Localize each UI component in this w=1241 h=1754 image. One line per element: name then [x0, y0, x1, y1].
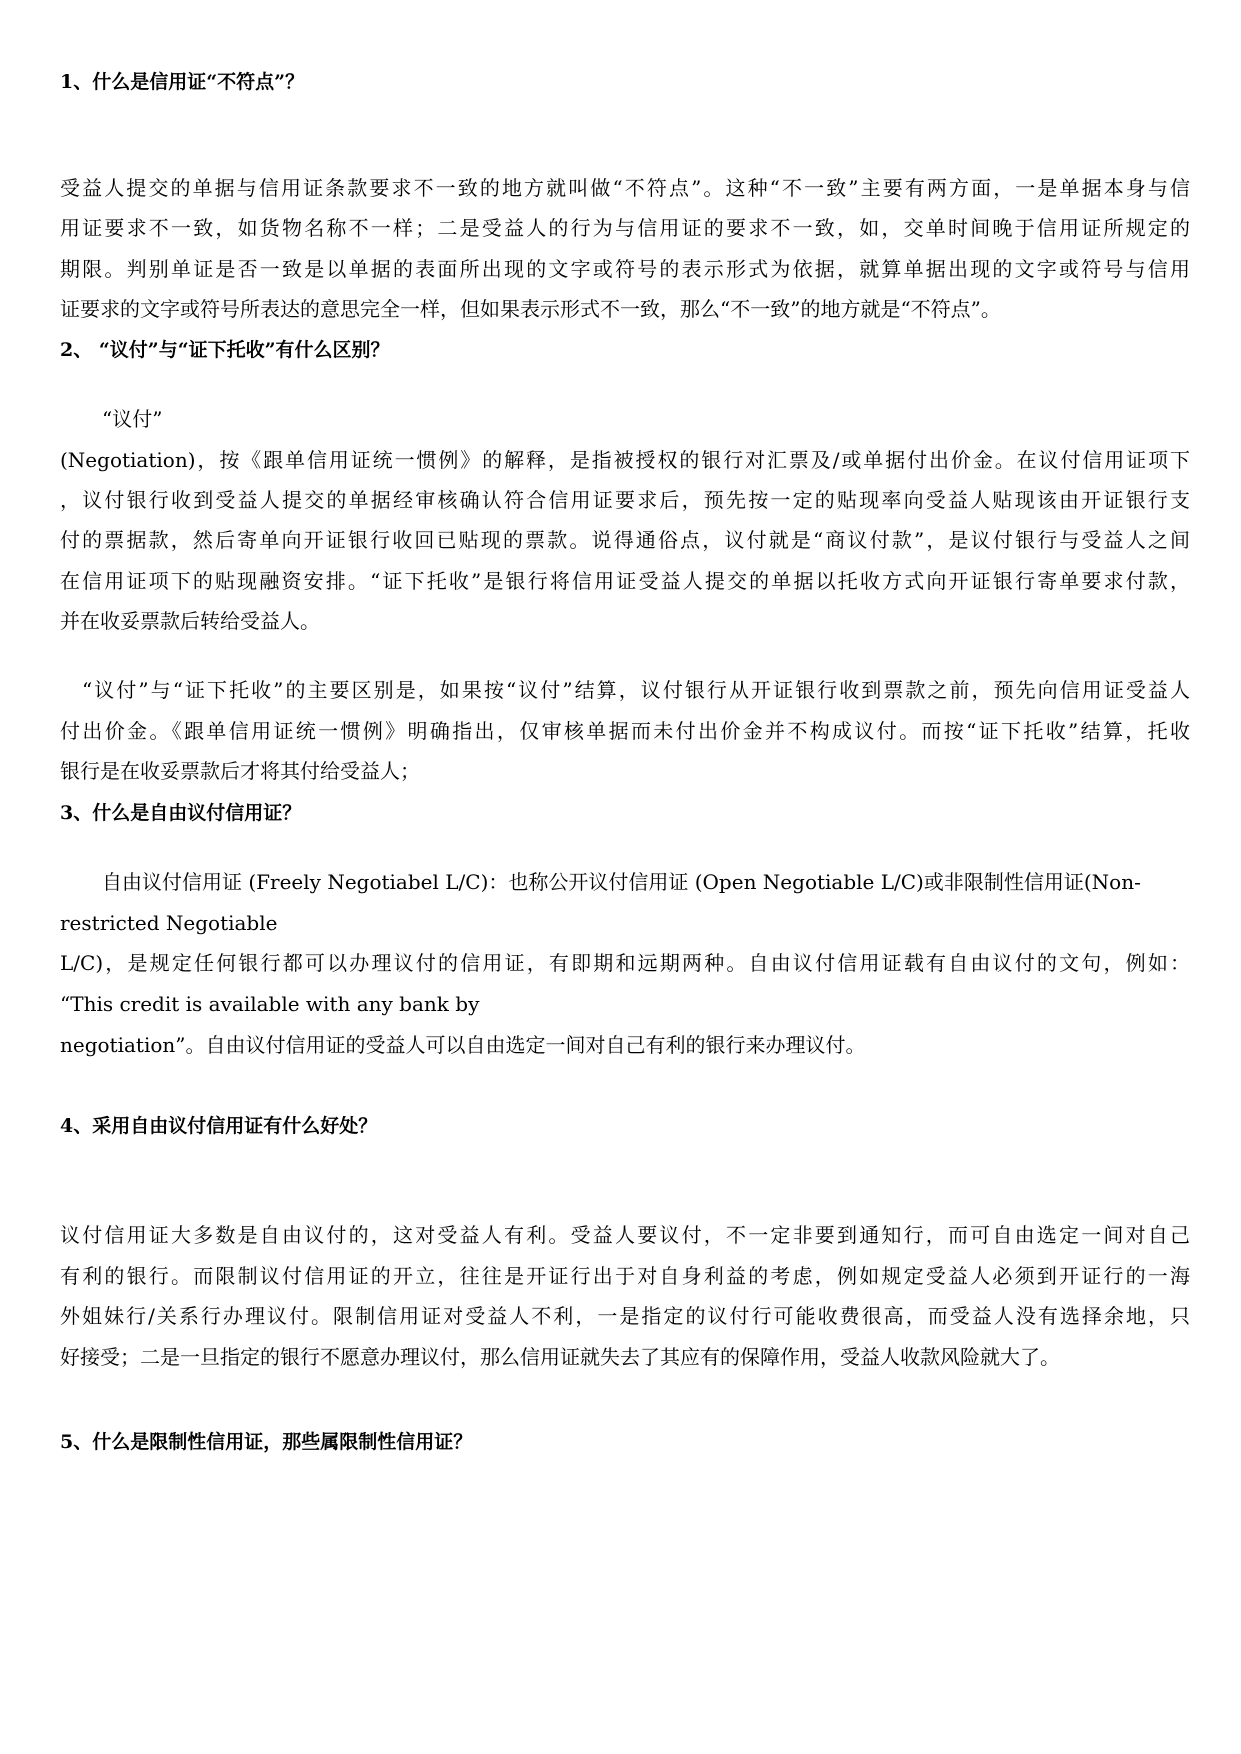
section-2-line-4: 付的票据款，然后寄单向开证银行收回已贴现的票款。说得通俗点，议付就是“商议付款”，是议付银行与受益人之间	[60, 528, 1190, 552]
section-3-line-5: negotiation”。自由议付信用证的受益人可以自由选定一间对自己有利的银行来办理议付。	[60, 1033, 866, 1057]
section-1-line-2: 用证要求不一致，如货物名称不一样；二是受益人的行为与信用证的要求不一致，如，交单时间晚于信用证所规定的	[60, 216, 1190, 240]
section-3-line-1: 自由议付信用证 (Freely Negotiabel L/C)：也称公开议付信用证 (Open Negotiable L/C)或非限制性信用证(Non-	[102, 870, 1141, 894]
section-2-line-9: 银行是在收妥票款后才将其付给受益人；	[60, 759, 420, 783]
section-2-line-6: 并在收妥票款后转给受益人。	[60, 609, 320, 633]
section-2-line-7: “议付”与“证下托收”的主要区别是，如果按“议付”结算，议付银行从开证银行收到票款之前，预先向信用证受益人	[82, 678, 1190, 702]
section-2-line-8: 付出价金。《跟单信用证统一惯例》明确指出，仅审核单据而未付出价金并不构成议付。而按“证下托收”结算，托收	[60, 719, 1190, 743]
section-2-line-1: “议付”	[102, 407, 163, 431]
section-2-line-5: 在信用证项下的贴现融资安排。“证下托收”是银行将信用证受益人提交的单据以托收方式向开证银行寄单要求付款，	[60, 569, 1190, 593]
section-3-line-3: L/C)，是规定任何银行都可以办理议付的信用证，有即期和远期两种。自由议付信用证载有自由议付的文句，例如：	[60, 951, 1190, 975]
section-2-line-2: (Negotiation)，按《跟单信用证统一惯例》的解释，是指被授权的银行对汇票及/或单据付出价金。在议付信用证项下	[60, 448, 1190, 472]
section-4-line-2: 有利的银行。而限制议付信用证的开立，往往是开证行出于对自身利益的考虑，例如规定受益人必须到开证行的一海	[60, 1264, 1190, 1288]
section-4-line-4: 好接受；二是一旦指定的银行不愿意办理议付，那么信用证就失去了其应有的保障作用，受益人收款风险就大了。	[60, 1345, 1060, 1369]
section-4-line-3: 外姐妹行/关系行办理议付。限制信用证对受益人不利，一是指定的议付行可能收费很高，而受益人没有选择余地，只	[60, 1304, 1190, 1328]
section-4-line-1: 议付信用证大多数是自由议付的，这对受益人有利。受益人要议付，不一定非要到通知行，而可自由选定一间对自己	[60, 1223, 1190, 1247]
section-1-line-4: 证要求的文字或符号所表达的意思完全一样，但如果表示形式不一致，那么“不一致”的地方就是“不符点”。	[60, 297, 1001, 321]
section-2-line-3: ，议付银行收到受益人提交的单据经审核确认符合信用证要求后，预先按一定的贴现率向受益人贴现该由开证银行支	[60, 488, 1190, 512]
section-2-heading: 2、 “议付”与“证下托收”有什么区别？	[60, 339, 390, 361]
section-3-line-4: “This credit is available with any bank by	[60, 992, 480, 1016]
section-3-line-2: restricted Negotiable	[60, 911, 278, 935]
section-1-line-1: 受益人提交的单据与信用证条款要求不一致的地方就叫做“不符点”。这种“不一致”主要有两方面，一是单据本身与信	[60, 176, 1190, 200]
section-5-heading: 5、什么是限制性信用证，那些属限制性信用证？	[60, 1431, 473, 1453]
section-3-heading: 3、什么是自由议付信用证？	[60, 802, 302, 824]
section-1-heading: 1、什么是信用证“不符点”？	[60, 71, 305, 93]
section-4-heading: 4、采用自由议付信用证有什么好处？	[60, 1115, 378, 1137]
section-1-line-3: 期限。判别单证是否一致是以单据的表面所出现的文字或符号的表示形式为依据，就算单据出现的文字或符号与信用	[60, 257, 1190, 281]
